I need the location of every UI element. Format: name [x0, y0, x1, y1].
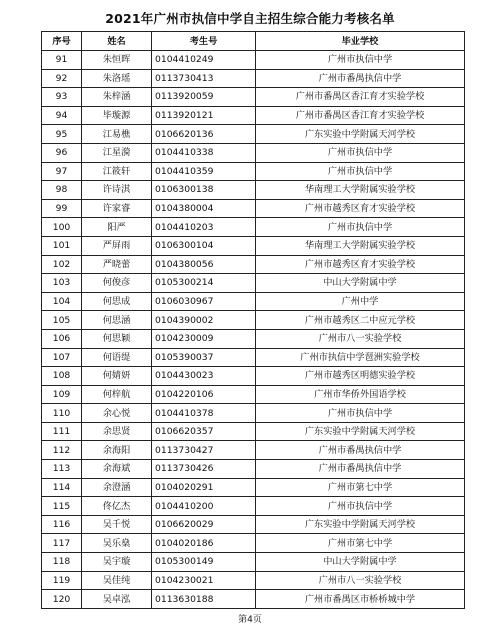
cell-exam-id: 0113920121 [152, 106, 256, 125]
table-body [42, 51, 465, 609]
table-row [42, 441, 465, 460]
table-row [42, 367, 465, 386]
cell-school: 广州中学 [256, 292, 465, 311]
cell-school: 广东实验中学附属天河学校 [256, 125, 465, 144]
cell-name: 吴千悦 [82, 515, 152, 534]
table-row [42, 385, 465, 404]
cell-school: 中山大学附属中学 [256, 553, 465, 572]
cell-seq: 118 [42, 553, 82, 572]
cell-name: 吴宇璇 [82, 553, 152, 572]
cell-exam-id: 0106620136 [152, 125, 256, 144]
cell-school: 广州市番禺区香江育才实验学校 [256, 88, 465, 107]
header-seq: 序号 [42, 32, 82, 51]
cell-seq: 108 [42, 367, 82, 386]
cell-seq: 102 [42, 255, 82, 274]
table-row [42, 460, 465, 479]
cell-name: 何俊彦 [82, 274, 152, 293]
cell-school: 广州市执信中学 [256, 218, 465, 237]
cell-exam-id: 0105300214 [152, 274, 256, 293]
cell-exam-id: 0113920059 [152, 88, 256, 107]
cell-school: 华南理工大学附属实验学校 [256, 236, 465, 255]
cell-seq: 114 [42, 478, 82, 497]
table-row [42, 255, 465, 274]
cell-exam-id: 0104410378 [152, 404, 256, 423]
table-row [42, 515, 465, 534]
cell-exam-id: 0105300149 [152, 553, 256, 572]
cell-name: 何思颖 [82, 329, 152, 348]
table-row [42, 348, 465, 367]
cell-seq: 119 [42, 571, 82, 590]
cell-school: 广州市番禺执信中学 [256, 69, 465, 88]
cell-name: 何婧妍 [82, 367, 152, 386]
cell-seq: 105 [42, 311, 82, 330]
cell-name: 朱梓涵 [82, 88, 152, 107]
cell-name: 江易樵 [82, 125, 152, 144]
cell-name: 江筱轩 [82, 162, 152, 181]
cell-school: 广州市第七中学 [256, 478, 465, 497]
cell-exam-id: 0104410200 [152, 497, 256, 516]
cell-name: 何思涵 [82, 311, 152, 330]
cell-seq: 103 [42, 274, 82, 293]
cell-name: 何梓航 [82, 385, 152, 404]
header-exam-id: 考生号 [152, 32, 256, 51]
cell-exam-id: 0113730413 [152, 69, 256, 88]
table-row [42, 274, 465, 293]
cell-name: 许家睿 [82, 199, 152, 218]
page-title: 2021年广州市执信中学自主招生综合能力考核名单 [105, 11, 395, 26]
table-row [42, 218, 465, 237]
cell-school: 广州市越秀区明德实验学校 [256, 367, 465, 386]
cell-school: 广州市执信中学 [256, 497, 465, 516]
table-row [42, 51, 465, 70]
cell-exam-id: 0104410359 [152, 162, 256, 181]
cell-seq: 115 [42, 497, 82, 516]
cell-seq: 104 [42, 292, 82, 311]
cell-name: 吴佳纯 [82, 571, 152, 590]
cell-name: 余海阳 [82, 441, 152, 460]
cell-name: 朱洛瑶 [82, 69, 152, 88]
table-row [42, 311, 465, 330]
cell-school: 广州市番禺区香江育才实验学校 [256, 106, 465, 125]
cell-seq: 120 [42, 590, 82, 609]
page-number: 第4页 [238, 615, 262, 625]
table-row [42, 534, 465, 553]
cell-seq: 107 [42, 348, 82, 367]
table-row [42, 404, 465, 423]
cell-exam-id: 0104220106 [152, 385, 256, 404]
cell-seq: 111 [42, 422, 82, 441]
cell-school: 广州市越秀区二中应元学校 [256, 311, 465, 330]
cell-exam-id: 0104410249 [152, 51, 256, 70]
cell-seq: 96 [42, 143, 82, 162]
table-row [42, 590, 465, 609]
cell-seq: 109 [42, 385, 82, 404]
cell-seq: 112 [42, 441, 82, 460]
cell-seq: 98 [42, 181, 82, 200]
cell-seq: 116 [42, 515, 82, 534]
cell-exam-id: 0104020291 [152, 478, 256, 497]
cell-name: 毕璇源 [82, 106, 152, 125]
cell-school: 广州市番禺区市桥桥城中学 [256, 590, 465, 609]
table-row [42, 292, 465, 311]
cell-name: 何语缇 [82, 348, 152, 367]
cell-exam-id: 0113630188 [152, 590, 256, 609]
cell-seq: 110 [42, 404, 82, 423]
cell-school: 广州市越秀区育才实验学校 [256, 255, 465, 274]
cell-school: 广州市执信中学 [256, 51, 465, 70]
table-row [42, 422, 465, 441]
cell-school: 广州市越秀区育才实验学校 [256, 199, 465, 218]
table-row [42, 236, 465, 255]
cell-exam-id: 0104410203 [152, 218, 256, 237]
cell-name: 江星漪 [82, 143, 152, 162]
cell-name: 阳严 [82, 218, 152, 237]
table-row [42, 571, 465, 590]
cell-exam-id: 0104380056 [152, 255, 256, 274]
cell-exam-id: 0104390002 [152, 311, 256, 330]
cell-seq: 97 [42, 162, 82, 181]
table-row [42, 329, 465, 348]
cell-exam-id: 0106620357 [152, 422, 256, 441]
cell-exam-id: 0104410338 [152, 143, 256, 162]
table-row [42, 181, 465, 200]
cell-exam-id: 0104430023 [152, 367, 256, 386]
cell-name: 吴卓泓 [82, 590, 152, 609]
cell-school: 广州市执信中学 [256, 162, 465, 181]
cell-seq: 100 [42, 218, 82, 237]
table-row [42, 478, 465, 497]
cell-school: 广州市执信中学 [256, 143, 465, 162]
cell-school: 华南理工大学附属实验学校 [256, 181, 465, 200]
cell-seq: 101 [42, 236, 82, 255]
table-header-row [42, 32, 465, 51]
cell-seq: 95 [42, 125, 82, 144]
cell-seq: 99 [42, 199, 82, 218]
cell-exam-id: 0106300104 [152, 236, 256, 255]
cell-name: 何思成 [82, 292, 152, 311]
table-row [42, 553, 465, 572]
cell-exam-id: 0104230009 [152, 329, 256, 348]
cell-exam-id: 0106300138 [152, 181, 256, 200]
cell-school: 中山大学附属中学 [256, 274, 465, 293]
table-row [42, 88, 465, 107]
cell-school: 广州市执信中学 [256, 404, 465, 423]
cell-name: 余思贤 [82, 422, 152, 441]
cell-name: 余海斌 [82, 460, 152, 479]
cell-seq: 93 [42, 88, 82, 107]
cell-exam-id: 0104380004 [152, 199, 256, 218]
cell-school: 广东实验中学附属天河学校 [256, 422, 465, 441]
cell-school: 广州市八一实验学校 [256, 329, 465, 348]
cell-school: 广州市番禺执信中学 [256, 441, 465, 460]
cell-school: 广州市华侨外国语学校 [256, 385, 465, 404]
cell-name: 余澄涵 [82, 478, 152, 497]
cell-exam-id: 0106620029 [152, 515, 256, 534]
cell-school: 广州市番禺执信中学 [256, 460, 465, 479]
cell-exam-id: 0104230021 [152, 571, 256, 590]
cell-name: 朱恒晖 [82, 51, 152, 70]
cell-school: 广东实验中学附属天河学校 [256, 515, 465, 534]
cell-name: 严晓蕾 [82, 255, 152, 274]
table-row [42, 106, 465, 125]
cell-exam-id: 0106030967 [152, 292, 256, 311]
table-row [42, 162, 465, 181]
cell-school: 广州市执信中学琶洲实验学校 [256, 348, 465, 367]
header-name: 姓名 [82, 32, 152, 51]
cell-name: 佟亿杰 [82, 497, 152, 516]
cell-seq: 91 [42, 51, 82, 70]
cell-name: 许诗淇 [82, 181, 152, 200]
cell-seq: 113 [42, 460, 82, 479]
cell-name: 吴乐燊 [82, 534, 152, 553]
cell-exam-id: 0105390037 [152, 348, 256, 367]
table-row [42, 69, 465, 88]
cell-seq: 94 [42, 106, 82, 125]
table-row [42, 143, 465, 162]
table-row [42, 199, 465, 218]
cell-exam-id: 0104020186 [152, 534, 256, 553]
cell-school: 广州市第七中学 [256, 534, 465, 553]
cell-name: 余心悦 [82, 404, 152, 423]
cell-seq: 106 [42, 329, 82, 348]
cell-seq: 117 [42, 534, 82, 553]
cell-exam-id: 0113730426 [152, 460, 256, 479]
cell-school: 广州市八一实验学校 [256, 571, 465, 590]
cell-seq: 92 [42, 69, 82, 88]
table-row [42, 497, 465, 516]
table-row [42, 125, 465, 144]
cell-exam-id: 0113730427 [152, 441, 256, 460]
header-school: 毕业学校 [256, 32, 465, 51]
cell-name: 严屏雨 [82, 236, 152, 255]
candidate-table [41, 31, 465, 609]
